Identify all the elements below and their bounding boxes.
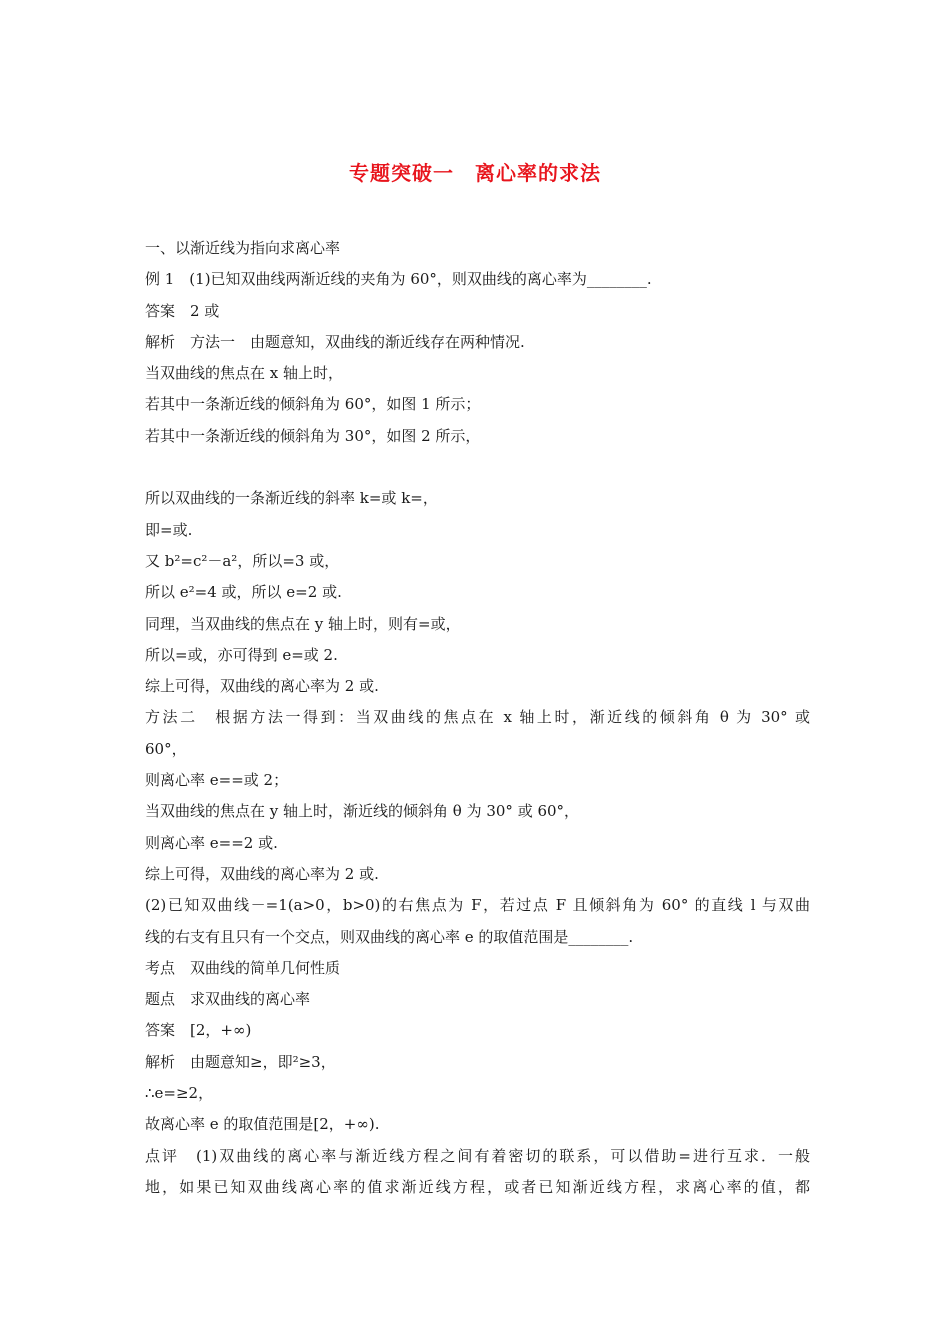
method-two-line: 方法二 根据方法一得到：当双曲线的焦点在 x 轴上时，渐近线的倾斜角 θ 为 30° 或 bbox=[145, 708, 810, 727]
figure-placeholder bbox=[145, 452, 810, 483]
answer-line: 答案 [2，+∞) bbox=[145, 1021, 252, 1040]
text-line: 所以 e²=4 或，所以 e=2 或. bbox=[145, 583, 342, 602]
page-title: 专题突破一 离心率的求法 bbox=[349, 161, 601, 185]
text-line: 则离心率 e==2 或. bbox=[145, 833, 278, 852]
example-question: 例 1 (1)已知双曲线两渐近线的夹角为 60°，则双曲线的离心率为________. bbox=[145, 270, 652, 289]
analysis-line: 解析 方法一 由题意知，双曲线的渐近线存在两种情况. bbox=[145, 332, 525, 351]
text-line: 当双曲线的焦点在 x 轴上时， bbox=[145, 364, 343, 383]
text-line: 地，如果已知双曲线离心率的值求渐近线方程，或者已知渐近线方程，求离心率的值，都 bbox=[145, 1177, 810, 1196]
subtopic-line: 题点 求双曲线的离心率 bbox=[145, 990, 311, 1009]
text-line: 故离心率 e 的取值范围是[2，+∞). bbox=[145, 1115, 380, 1134]
answer-line: 答案 2 或 bbox=[145, 301, 220, 320]
text-line: 线的右支有且只有一个交点，则双曲线的离心率 e 的取值范围是________. bbox=[145, 927, 634, 946]
section-heading: 一、以渐近线为指向求离心率 bbox=[145, 239, 341, 257]
analysis-line: 解析 由题意知≥，即²≥3， bbox=[145, 1052, 336, 1071]
text-line: ∴e=≥2， bbox=[145, 1084, 214, 1103]
text-line: 又 b²=c²－a²，所以=3 或， bbox=[145, 551, 340, 570]
text-line: 当双曲线的焦点在 y 轴上时，渐近线的倾斜角 θ 为 30° 或 60°， bbox=[145, 802, 580, 821]
text-line: 若其中一条渐近线的倾斜角为 30°，如图 2 所示， bbox=[145, 426, 481, 445]
text-line: 所以双曲线的一条渐近线的斜率 k=或 k=， bbox=[145, 489, 438, 508]
text-line: 60°， bbox=[145, 739, 187, 758]
comment-line: 点评 (1)双曲线的离心率与渐近线方程之间有着密切的联系，可以借助=进行互求．一般 bbox=[145, 1146, 810, 1165]
text-line: 若其中一条渐近线的倾斜角为 60°，如图 1 所示； bbox=[145, 395, 481, 414]
text-line: 所以=或，亦可得到 e=或 2. bbox=[145, 645, 338, 664]
example-question-2: (2)已知双曲线－=1(a>0，b>0)的右焦点为 F，若过点 F 且倾斜角为 60° 的直线 l 与双曲 bbox=[145, 896, 810, 915]
text-line: 则离心率 e==或 2； bbox=[145, 771, 289, 790]
text-line: 综上可得，双曲线的离心率为 2 或. bbox=[145, 677, 379, 696]
document-body bbox=[145, 233, 810, 1203]
text-line: 同理，当双曲线的焦点在 y 轴上时，则有=或， bbox=[145, 614, 461, 633]
topic-line: 考点 双曲线的简单几何性质 bbox=[145, 958, 341, 977]
text-line: 综上可得，双曲线的离心率为 2 或. bbox=[145, 864, 379, 883]
text-line: 即=或. bbox=[145, 520, 193, 539]
